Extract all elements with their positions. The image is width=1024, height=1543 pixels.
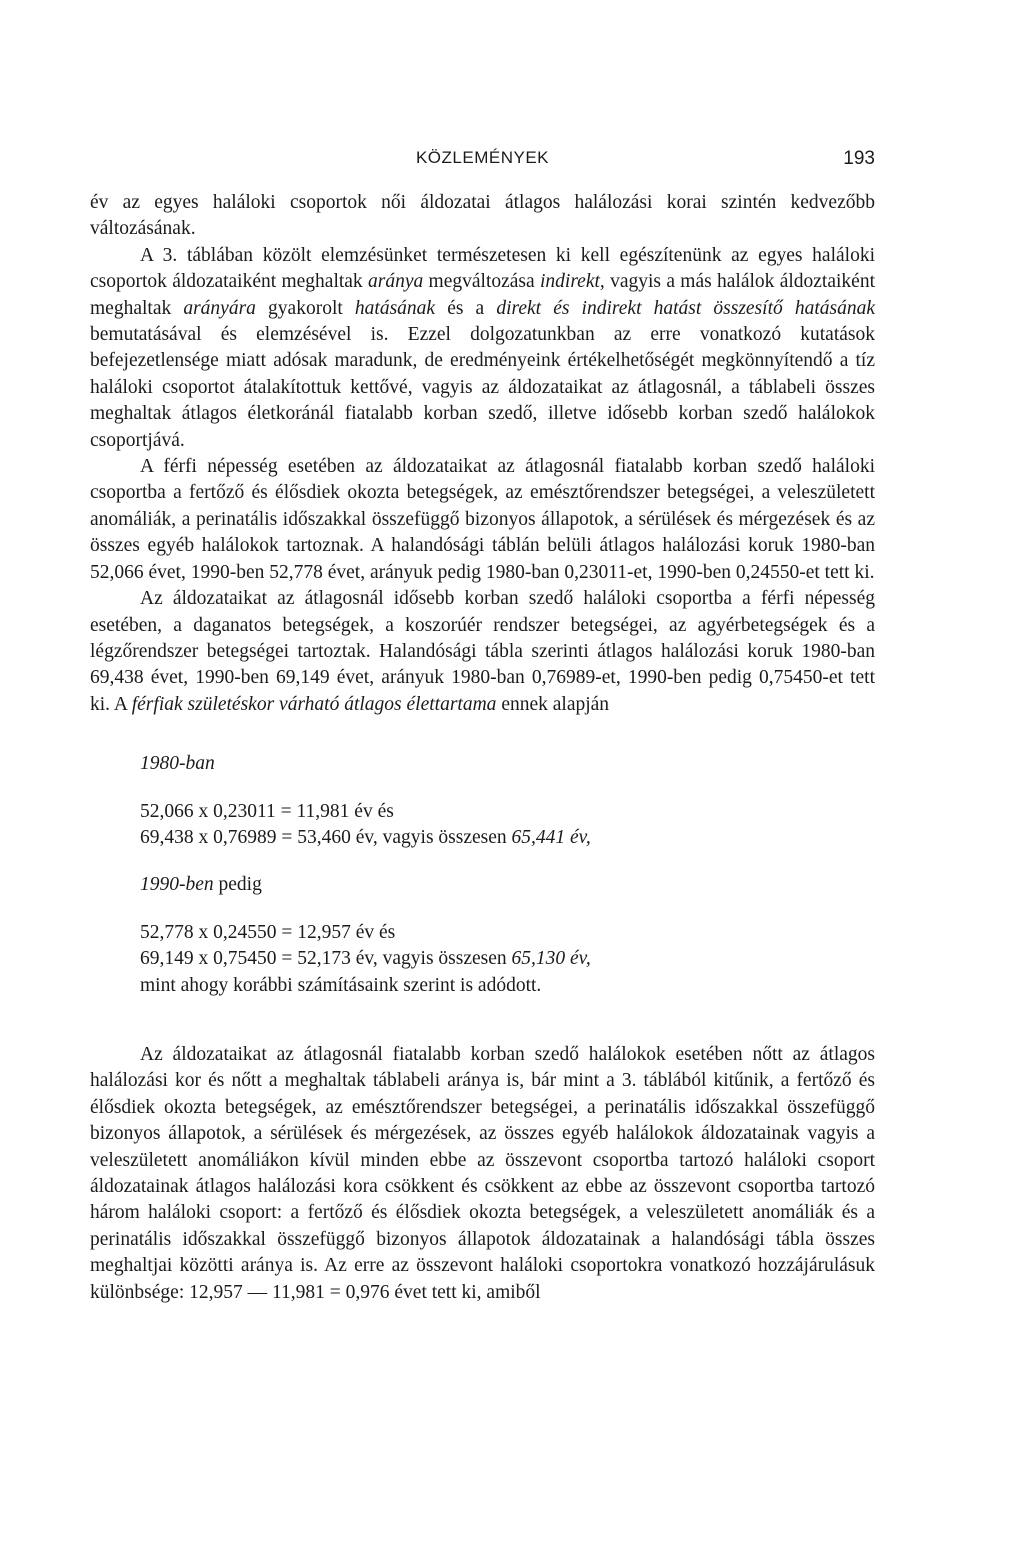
paragraph-table3-analysis: [90, 243, 875, 454]
text-run: és a: [435, 297, 497, 319]
formula-line-1980-b: [140, 825, 875, 851]
page-header: [90, 148, 875, 172]
paragraph-older-causes: [90, 586, 875, 718]
text-run: 69,438 x 0,76989 = 53,460 év, vagyis összesen: [140, 826, 512, 848]
formula-closing-line: mint ahogy korábbi számításaink szerint is adódott.: [140, 974, 542, 996]
italic-term: arányára: [183, 297, 256, 319]
text-run: A 3. táblában közölt elemzésünket természetesen ki kell egészítenünk az egyes haláloki csoportok áldozataiként meghaltak: [90, 244, 875, 293]
text-run: megváltozása: [423, 271, 540, 293]
total-1980: 65,441 év,: [511, 826, 591, 848]
paragraph-younger-causes: A férfi népesség esetében az áldozataikat az átlagosnál fiatalabb korban szedő haláloki csoportba a fertőző és élősdiek okozta betegségek, az emésztőrendszer betegségei, a veleszületett anomáliák, a perinatális időszakkal összefüggő bizonyos állapotok, a sérülések és mérgezések és az összes egyéb halálokok tartoznak. A halandósági táblán belüli átlagos halálozási koruk 1980-ban 52,066 évet, 1990-ben 52,778 évet, arányuk pedig 1980-ban 0,23011-et, 1990-ben 0,24550-et tett ki.: [90, 456, 875, 583]
paragraph-conclusion: Az áldozataikat az átlagosnál fiatalabb korban szedő halálokok esetében nőtt az átlagos halálozási kor és nőtt a meghaltak táblabeli aránya is, bár mint a 3. táblából kitűnik, a fertőző és élősdiek okozta betegségek, az emésztőrendszer betegségei, a perinatális időszakkal összefüggő bizonyos állapotok, a sérülések és mérgezések, az összes egyéb halálokok áldozatainak vagyis a veleszületett anomáliákon kívül minden ebbe az összevont csoportba tartozó haláloki csoport áldozatainak átlagos halálozási kora csökkent és csökkent az ebbe az összevont csoportba tartozó három haláloki csoport: a fertőző és élősdiek okozta betegségek, a veleszületett anomáliák és a perinatális időszakkal összefüggő bizonyos állapotok áldozatainak a halandósági tábla összes meghaltjai közötti aránya is. Az erre az összevont haláloki csoportokra vonatkozó hozzájárulásuk különbsége: 12,957 — 11,981 = 0,976 évet tett ki, amiből: [90, 1043, 875, 1303]
text-run: gyakorolt: [255, 297, 355, 319]
italic-term: aránya: [368, 271, 424, 293]
year-label-1980: 1980-ban: [140, 753, 215, 775]
page-number: 193: [843, 148, 875, 169]
italic-term: indirekt,: [539, 271, 605, 293]
year-label-italic: 1990-ben: [140, 874, 214, 896]
italic-term: hatásának: [354, 297, 436, 319]
italic-term: direkt és indirekt hatást összesítő hatásának: [496, 297, 876, 319]
running-title: KÖZLEMÉNYEK: [415, 148, 550, 167]
text-run: pedig: [213, 874, 262, 896]
text-run: vagyis a más halálok áldoztaiként meghaltak: [90, 271, 875, 319]
italic-term: férfiak születéskor várható átlagos élettartama: [131, 693, 497, 715]
formula-line-1990-a: 52,778 x 0,24550 = 12,957 év és: [140, 921, 396, 943]
text-run: 69,149 x 0,75450 = 52,173 év, vagyis összesen: [140, 948, 512, 970]
formula-block: [140, 751, 875, 999]
formula-line-1980-a: 52,066 x 0,23011 = 11,981 év és: [140, 800, 394, 822]
paragraph-continuation: év az egyes haláloki csoportok női áldozatai átlagos halálozási korai szintén kedvezőbb változásának.: [90, 192, 875, 240]
total-1990: 65,130 év,: [511, 948, 591, 970]
body-text: [90, 190, 875, 1306]
text-run: Az áldozataikat az átlagosnál idősebb korban szedő haláloki csoportba a férfi népesség esetében, a daganatos betegségek, a koszorúér rendszer betegségei, az agyérbetegségek és a légzőrendszer betegségei tartoztak. Halandósági tábla szerinti átlagos halálozási koruk 1980-ban 69,438 évet, 1990-ben 69,149 évet, arányuk 1980-ban 0,76989-et, 1990-ben pedig 0,75450-et tett ki. A: [90, 588, 875, 715]
text-run: bemutatásával és elemzésével is. Ezzel dolgozatunkban az erre vonatkozó kutatások befejezetlensége miatt adósak maradunk, de eredményeink értékelhetőségét megkönnyítendő a tíz haláloki csoportot átalakítottuk kettővé, vagyis az áldozataikat az átlagosnál, a táblabeli összes meghaltak átlagos életkoránál fiatalabb korban szedő, illetve idősebb korban szedő halálokok csoportjává.: [90, 324, 875, 451]
formula-line-1990-b: [140, 946, 875, 972]
text-run: ennek alapján: [496, 693, 610, 715]
year-label-1990: [140, 872, 875, 898]
